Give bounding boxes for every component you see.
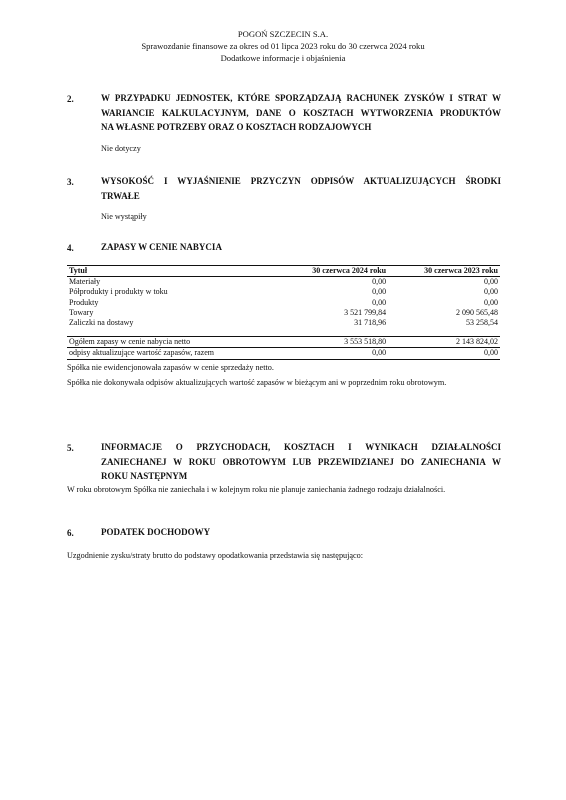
section-2-number: 2. xyxy=(67,94,74,104)
row-value-2024: 0,00 xyxy=(372,277,387,287)
section-2-heading xyxy=(101,91,501,135)
row-value-2024: 0,00 xyxy=(372,287,387,297)
section-3-heading-line-1: WYSOKOŚĆ I WYJAŚNIENIE PRZYCZYN ODPISÓW AKTUALIZUJĄCYCH ŚRODKI xyxy=(101,176,501,186)
table-header-2024: 30 czerwca 2024 roku xyxy=(276,266,388,277)
section-6-body: Uzgodnienie zysku/straty brutto do podstawy opodatkowania przedstawia się następująco: xyxy=(67,551,364,560)
table-total-row xyxy=(67,337,500,348)
row-label: Zaliczki na dostawy xyxy=(69,318,134,328)
section-3-body: Nie wystąpiły xyxy=(101,212,147,221)
row-label: Towary xyxy=(69,307,94,317)
section-4-heading xyxy=(101,240,501,255)
row-value-2023: 0,00 xyxy=(484,287,498,297)
row-value-2023: 53 258,54 xyxy=(466,318,498,328)
writeoff-value-2024: 0,00 xyxy=(276,348,388,359)
section-3-heading-line-2: TRWAŁE xyxy=(101,190,140,201)
section-3-heading xyxy=(101,174,501,203)
table-row xyxy=(67,318,500,328)
section-2-heading-line-2: WARIANCIE KALKULACYJNYM, DANE O KOSZTACH WYTWORZENIA PRODUKTÓW xyxy=(101,107,501,118)
section-5-heading-line-3: ROKU NASTĘPNYM xyxy=(101,471,188,481)
section-2-heading-line-1: W PRZYPADKU JEDNOSTEK, KTÓRE SPORZĄDZAJĄ RACHUNEK ZYSKÓW I STRAT W xyxy=(101,93,501,103)
table-row xyxy=(67,287,500,297)
section-5-heading xyxy=(101,440,501,484)
table-row xyxy=(67,298,500,308)
table-spacer xyxy=(67,328,500,337)
row-value-2024: 0,00 xyxy=(372,297,387,307)
table-header-2023: 30 czerwca 2023 roku xyxy=(388,266,500,277)
section-5-heading-line-2: ZANIECHANEJ W ROKU OBROTOWYM LUB PRZEWIDZIANEJ DO ZANIECHANIA W xyxy=(101,456,501,467)
row-value-2024: 31 718,96 xyxy=(354,318,387,328)
section-5-body: W roku obrotowym Spółka nie zaniechała i w kolejnym roku nie planuje zaniechania żadnego rodzaju działalności. xyxy=(67,485,446,494)
total-value-2024: 3 553 518,80 xyxy=(276,337,388,348)
report-period: Sprawozdanie finansowe za okres od 01 lipca 2023 roku do 30 czerwca 2024 roku xyxy=(141,41,425,51)
section-5-heading-line-1: INFORMACJE O PRZYCHODACH, KOSZTACH I WYNIKACH DZIAŁALNOŚCI xyxy=(101,442,501,452)
row-value-2023: 0,00 xyxy=(484,277,498,287)
section-5-number: 5. xyxy=(67,443,74,453)
company-name: POGOŃ SZCZECIN S.A. xyxy=(237,29,329,39)
section-2-body: Nie dotyczy xyxy=(101,144,141,153)
total-value-2023: 2 143 824,02 xyxy=(388,337,500,348)
table-row xyxy=(67,277,500,288)
row-label: Produkty xyxy=(69,297,99,307)
report-subtitle: Dodatkowe informacje i objaśnienia xyxy=(220,53,346,63)
inventory-note-1: Spółka nie ewidencjonowała zapasów w cenie sprzedaży netto. xyxy=(67,363,274,372)
section-6-heading xyxy=(101,525,501,540)
row-label: Materiały xyxy=(69,277,101,287)
section-6-number: 6. xyxy=(67,528,74,538)
section-2-heading-line-3: NA WŁASNE POTRZEBY ORAZ O KOSZTACH RODZAJOWYCH xyxy=(101,122,372,132)
section-4-heading-line-1: ZAPASY W CENIE NABYCIA xyxy=(101,242,222,252)
total-label: Ogółem zapasy w cenie nabycia netto xyxy=(67,337,276,348)
table-writeoff-row xyxy=(67,348,500,359)
section-6-heading-line-1: PODATEK DOCHODOWY xyxy=(101,527,211,537)
section-4-number: 4. xyxy=(67,243,74,253)
writeoff-value-2023: 0,00 xyxy=(388,348,500,359)
table-row xyxy=(67,308,500,318)
row-value-2023: 2 090 565,48 xyxy=(456,307,498,317)
section-3-number: 3. xyxy=(67,177,74,187)
row-value-2024: 3 521 799,84 xyxy=(344,307,387,317)
writeoff-label: odpisy aktualizujące wartość zapasów, razem xyxy=(67,348,276,359)
table-header-title: Tytuł xyxy=(67,266,276,277)
row-value-2023: 0,00 xyxy=(484,297,498,307)
row-label: Półprodukty i produkty w toku xyxy=(69,287,168,297)
inventory-table xyxy=(67,265,500,360)
table-header-row xyxy=(67,266,500,277)
inventory-note-2: Spółka nie dokonywała odpisów aktualizujących wartość zapasów w bieżącym ani w poprzednim roku obrotowym. xyxy=(67,378,447,387)
